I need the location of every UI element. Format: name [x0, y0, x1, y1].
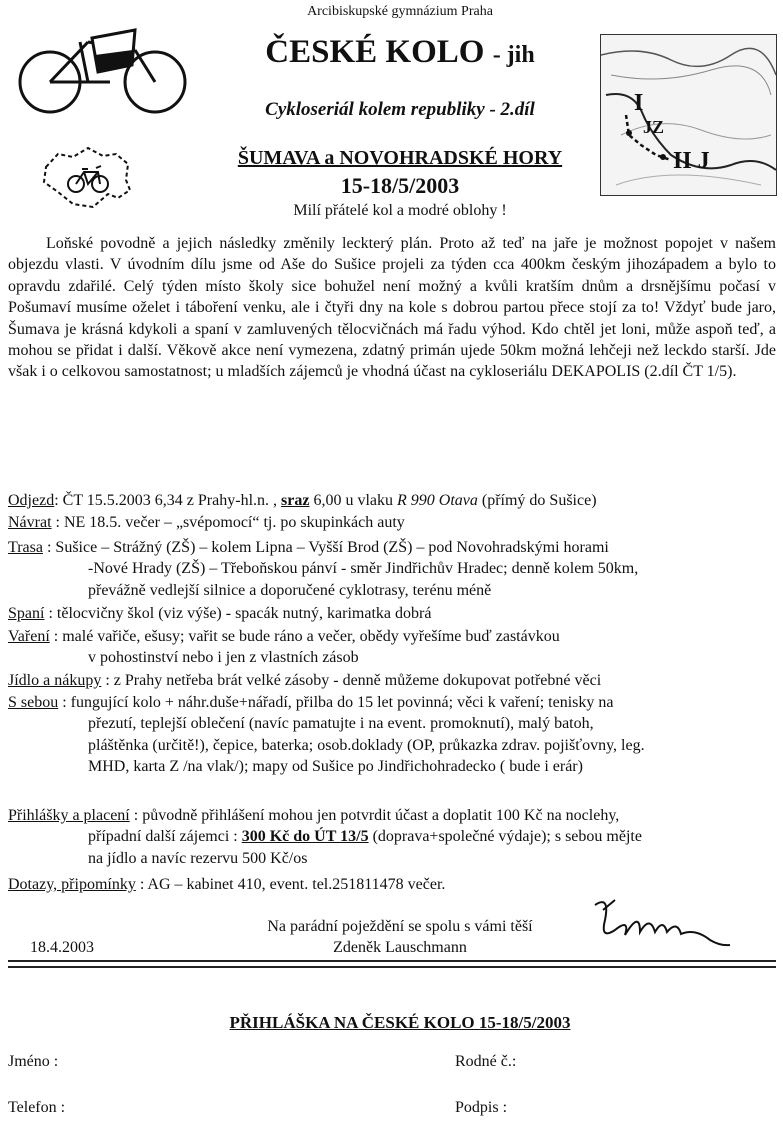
region-title: ŠUMAVA a NOVOHRADSKÉ HORY	[237, 147, 563, 169]
packing-line-2: přezutí, teplejší oblečení (navíc pamatujte i na event. promoknutí), malý batoh,	[88, 715, 594, 733]
school-name: Arcibiskupské gymnázium Praha	[307, 4, 493, 19]
event-dates: 15-18/5/2003	[340, 173, 460, 198]
route-line-3: převážně vedlejší silnice a doporučené cyklotrasy, terénu méně	[88, 581, 492, 599]
packing-line-1: : fungující kolo + náhr.duše+nářadí, přilba do 15 let povinná; věci k vaření; tenisky na	[58, 694, 614, 711]
map-label-stage2: II J	[673, 148, 710, 174]
packing-line-4: MHD, karta Z /na vlak/); mapy od Sušice po Jindřichohradecko ( bude i erár)	[88, 758, 583, 776]
signature-icon	[585, 890, 735, 960]
food-text: : z Prahy netřeba brát velké zásoby - denně můžeme dokupovat potřebné věci	[101, 672, 602, 689]
subtitle: Cykloseriál kolem republiky - 2.díl	[265, 99, 535, 120]
registration-line-2b: (doprava+společné výdaje); s sebou mějte	[368, 828, 642, 846]
route-map	[600, 34, 777, 196]
registration-line-3: na jídlo a navíc rezervu 500 Kč/os	[88, 849, 308, 867]
registration-label: Přihlášky a placení	[8, 807, 130, 824]
separator-line-1	[8, 960, 776, 962]
return-text: : NE 18.5. večer – „svépomocí“ tj. po skupinkách auty	[51, 514, 405, 531]
cooking-row	[8, 626, 776, 669]
greeting: Milí přátelé kol a modré oblohy !	[293, 202, 507, 219]
departure-text-b: 6,00 u vlaku	[309, 492, 397, 509]
departure-row	[8, 490, 776, 511]
author-name: Zdeněk Lauschmann	[333, 939, 467, 957]
map-label-stage1: I	[634, 90, 644, 116]
route-label: Trasa	[8, 539, 43, 556]
intro-paragraph: Loňské povodně a jejich následky změnily leckterý plán. Proto až teď na jaře je možnost popojet v našem objezdu vlasti. V úvodním dílu jsme od Aše do Sušice projeli za týden cca 400km českým jihozápadem a bylo to opravdu zdařilé. Celý týden místo školy sice bohužel není možný a kvůli kratším dnům a drsnějšímu počasí v Pošumaví musíme oželet i táboření venku, ale i čtyři dny na kole s dobrou partou přece stojí za to! Vždyť bude jaro, Šumava je krásná kdykoli a spaní v zamluvených tělocvičnách má řadu výhod. Kdo chtěl jet loni, může aspoň teď, a mohou se přidat i další. Věkově akce není vymezena, zdatný primán ujede 50km možná lehčeji než leckdo starší. Jde však i o celkovou samostatnost; u mladších zájemců je vhodná účast na cykloseriálu DEKAPOLIS (2.díl ČT 1/5).	[8, 235, 776, 381]
departure-text-a: : ČT 15.5.2003 6,34 z Prahy-hl.n. ,	[54, 492, 282, 509]
registration-line-2a: případní další zájemci :	[88, 828, 242, 846]
signature-field-label: Podpis :	[455, 1099, 508, 1116]
page-title	[200, 34, 600, 71]
route-line-2: -Nové Hrady (ZŠ) – Třeboňskou pánví - směr Jindřichův Hradec; denně kolem 50km,	[88, 560, 639, 578]
title-main: ČESKÉ KOLO	[265, 34, 485, 70]
closing-line: Na parádní poježdění se spolu s vámi těší	[267, 918, 533, 935]
sleeping-label: Spaní	[8, 605, 45, 622]
sleeping-text: : tělocvičny škol (viz výše) - spacák nutný, karimatka dobrá	[44, 605, 432, 622]
route-line-1: : Sušice – Strážný (ZŠ) – kolem Lipna – Vyšší Brod (ZŠ) – pod Novohradskými horami	[42, 539, 609, 556]
questions-label: Dotazy, připomínky	[8, 876, 136, 893]
sleeping-row	[8, 603, 776, 624]
closing-block	[220, 916, 580, 959]
letter-date: 18.4.2003	[30, 939, 94, 956]
packing-row	[8, 692, 776, 778]
food-row	[8, 670, 776, 691]
registration-price: 300 Kč do ÚT 13/5	[241, 828, 369, 846]
return-label: Návrat	[8, 514, 52, 531]
registration-row	[8, 805, 776, 869]
cooking-label: Vaření	[8, 628, 50, 645]
departure-text-c: (přímý do Sušice)	[477, 492, 597, 509]
departure-label: Odjezd	[8, 492, 55, 509]
train-name: R 990 Otava	[397, 492, 478, 509]
food-label: Jídlo a nákupy	[8, 672, 102, 689]
cooking-line-1: : malé vařiče, ešusy; vařit se bude ráno a večer, obědy vyřešíme buď zastávkou	[49, 628, 560, 645]
phone-field-label: Telefon :	[8, 1099, 66, 1116]
packing-label: S sebou	[8, 694, 59, 711]
meeting-label: sraz	[281, 492, 310, 509]
title-suffix: - jih	[492, 42, 535, 68]
czech-map-bike-icon	[38, 142, 138, 217]
bicycle-logo-icon	[10, 20, 200, 115]
registration-line-1: : původně přihlášení mohou jen potvrdit účast a doplatit 100 Kč na noclehy,	[129, 807, 620, 824]
separator-line-2	[8, 966, 776, 968]
route-row	[8, 537, 776, 601]
packing-line-3: pláštěnka (určitě!), čepice, baterka; osob.doklady (OP, průkazka zdrav. pojišťovny, leg.	[88, 736, 645, 754]
birth-number-field-label: Rodné č.:	[455, 1053, 517, 1070]
cooking-line-2: v pohostinství nebo i jen z vlastních zásob	[88, 649, 359, 667]
name-field-label: Jméno :	[8, 1053, 59, 1070]
return-row	[8, 512, 776, 533]
questions-text: : AG – kabinet 410, event. tel.251811478 večer.	[135, 876, 446, 893]
map-label-stage1-region: JZ	[643, 117, 665, 137]
form-title: PŘIHLÁŠKA NA ČESKÉ KOLO 15-18/5/2003	[229, 1013, 571, 1032]
